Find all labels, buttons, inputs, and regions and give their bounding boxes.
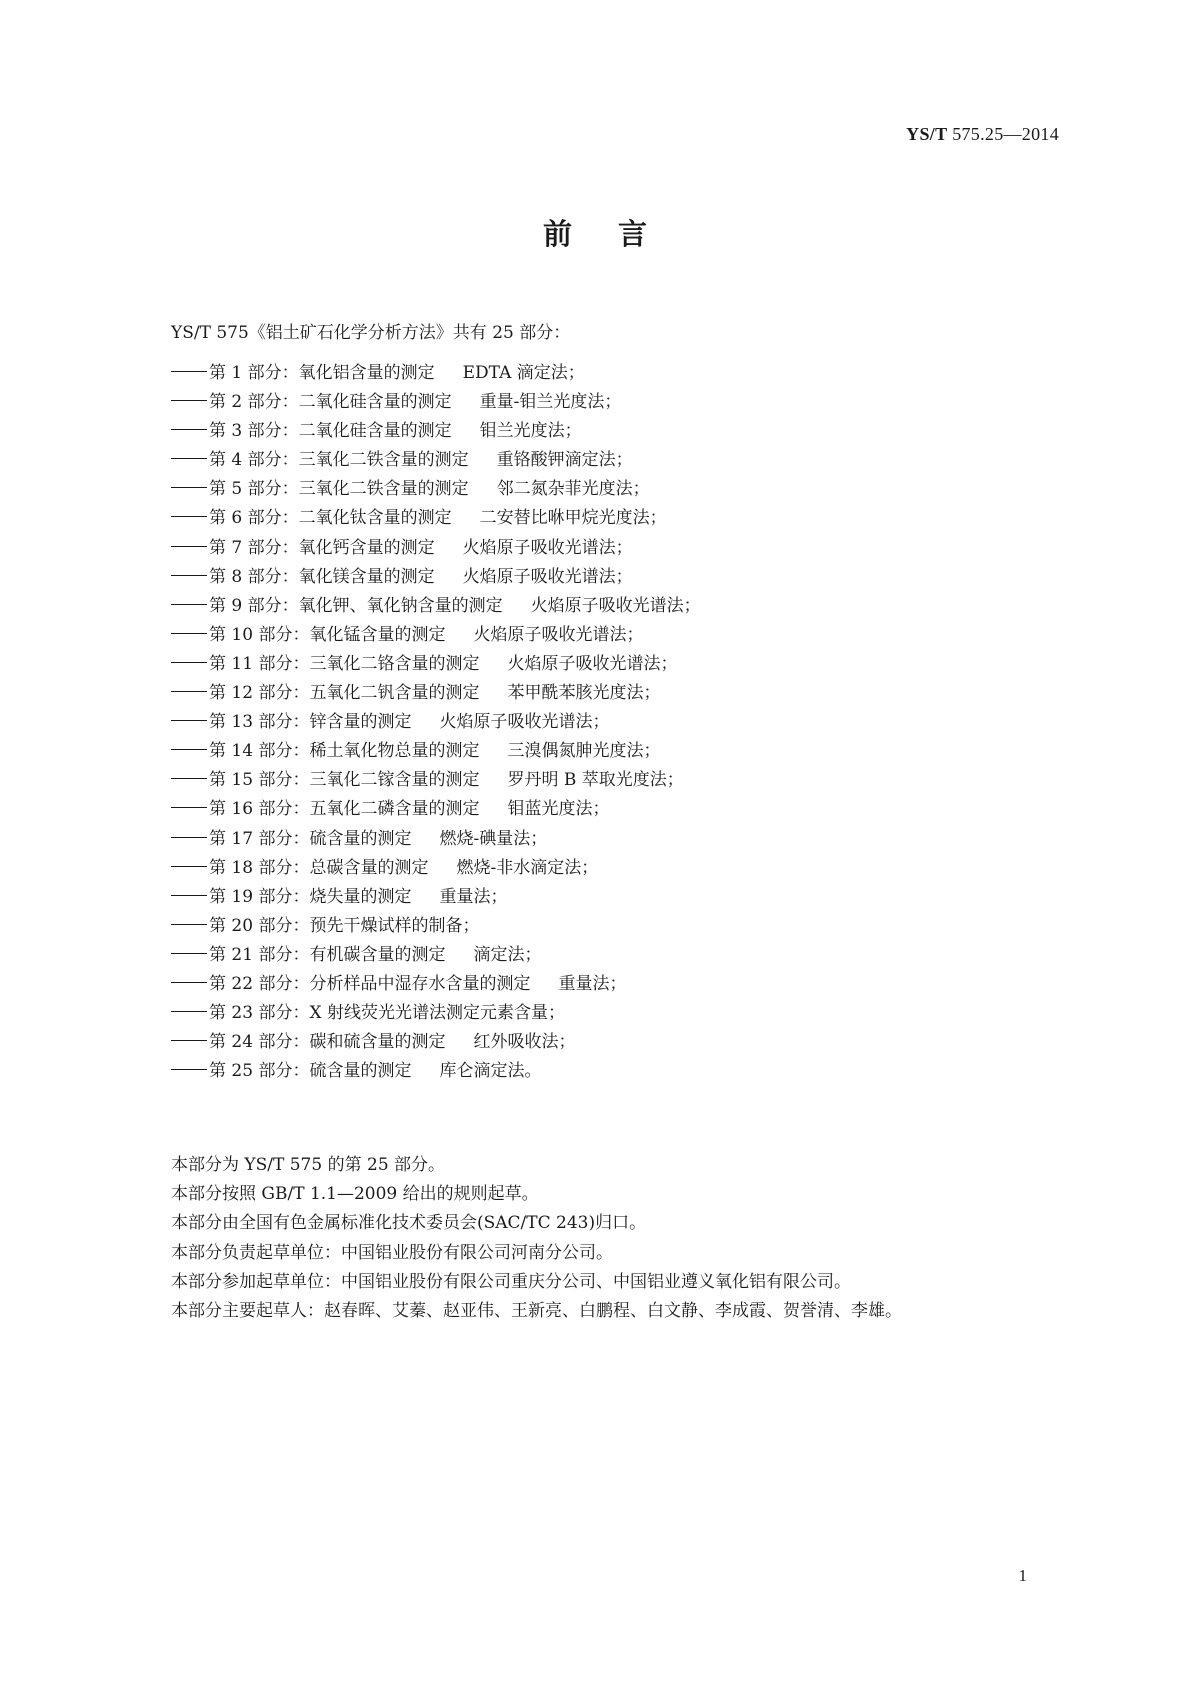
part-item — [171, 766, 701, 795]
em-dash-icon — [171, 662, 207, 663]
part-method: 火焰原子吸收光谱法； — [507, 653, 678, 674]
part-method: 苯甲酰苯胲光度法； — [507, 683, 661, 704]
part-item — [171, 708, 701, 737]
part-label: 第 9 部分：氧化钾、氧化钠含量的测定 — [209, 595, 503, 616]
em-dash-icon — [171, 953, 207, 954]
part-label: 第 11 部分：三氧化二铬含量的测定 — [209, 653, 480, 674]
part-method: 滴定法； — [473, 944, 542, 965]
part-label: 第 21 部分：有机碳含量的测定 — [209, 944, 446, 965]
part-method: 燃烧-非水滴定法； — [456, 857, 599, 878]
part-item — [171, 621, 701, 650]
part-label: 第 14 部分：稀土氧化物总量的测定 — [209, 741, 480, 762]
part-label: 第 18 部分：总碳含量的测定 — [209, 857, 429, 878]
part-item — [171, 475, 701, 504]
part-label: 第 4 部分：三氧化二铁含量的测定 — [209, 450, 469, 471]
part-method: 红外吸收法； — [473, 1032, 576, 1053]
part-label: 第 1 部分：氧化铝含量的测定 — [209, 363, 435, 383]
paragraphs — [171, 1151, 902, 1326]
part-item — [171, 504, 701, 533]
part-item — [171, 795, 701, 824]
part-label: 第 20 部分：预先干燥试样的制备； — [209, 915, 480, 936]
standard-code — [906, 124, 1059, 145]
part-method: 重量法； — [439, 886, 508, 907]
part-label: 第 8 部分：氧化镁含量的测定 — [209, 566, 435, 587]
part-method: 重量法； — [558, 973, 627, 994]
part-label: 第 22 部分：分析样品中湿存水含量的测定 — [209, 973, 531, 994]
part-method: 罗丹明 B 萃取光度法； — [507, 770, 684, 791]
page-title: 前 言 — [542, 217, 649, 251]
em-dash-icon — [171, 400, 207, 401]
part-label: 第 19 部分：烧失量的测定 — [209, 886, 412, 907]
em-dash-icon — [171, 749, 207, 750]
part-item — [171, 650, 701, 679]
part-label: 第 12 部分：五氧化二钒含量的测定 — [209, 683, 480, 704]
part-item — [171, 854, 701, 883]
paragraph: 本部分按照 GB/T 1.1—2009 给出的规则起草。 — [171, 1184, 539, 1205]
em-dash-icon — [171, 487, 207, 488]
paragraph: 本部分为 YS/T 575 的第 25 部分。 — [171, 1155, 446, 1175]
part-method: 钼兰光度法； — [479, 421, 582, 442]
em-dash-icon — [171, 604, 207, 605]
part-method: 重铬酸钾滴定法； — [496, 450, 633, 471]
part-method: 重量-钼兰光度法； — [479, 392, 622, 413]
em-dash-icon — [171, 837, 207, 838]
part-item — [171, 825, 701, 854]
part-label: 第 3 部分：二氧化硅含量的测定 — [209, 421, 452, 442]
part-label: 第 16 部分：五氧化二磷含量的测定 — [209, 799, 480, 820]
part-label: 第 24 部分：碳和硫含量的测定 — [209, 1032, 446, 1053]
part-label: 第 15 部分：三氧化二镓含量的测定 — [209, 770, 480, 791]
part-item — [171, 563, 701, 592]
em-dash-icon — [171, 1040, 207, 1041]
paragraph: 本部分负责起草单位：中国铝业股份有限公司河南分公司。 — [171, 1242, 613, 1263]
part-label: 第 6 部分：二氧化钛含量的测定 — [209, 508, 452, 529]
paragraph: 本部分参加起草单位：中国铝业股份有限公司重庆分公司、中国铝业遵义氧化铝有限公司。 — [171, 1271, 851, 1292]
em-dash-icon — [171, 1011, 207, 1012]
em-dash-icon — [171, 982, 207, 983]
em-dash-icon — [171, 516, 207, 517]
part-item — [171, 737, 701, 766]
part-item — [171, 1028, 701, 1057]
paragraph: 本部分主要起草人：赵春晖、艾蓁、赵亚伟、王新亮、白鹏程、白文静、李成霞、贺誉清、李雄。 — [171, 1300, 902, 1321]
part-method: 钼蓝光度法； — [507, 799, 610, 820]
part-item — [171, 941, 701, 970]
part-method: 火焰原子吸收光谱法； — [473, 624, 644, 645]
part-item — [171, 592, 701, 621]
part-item — [171, 388, 701, 417]
em-dash-icon — [171, 371, 207, 372]
em-dash-icon — [171, 691, 207, 692]
parts-list — [171, 359, 701, 1086]
part-item — [171, 1057, 701, 1086]
em-dash-icon — [171, 1069, 207, 1070]
em-dash-icon — [171, 458, 207, 459]
part-label: 第 2 部分：二氧化硅含量的测定 — [209, 392, 452, 413]
em-dash-icon — [171, 924, 207, 925]
standard-prefix: YS/T — [906, 124, 948, 144]
em-dash-icon — [171, 429, 207, 430]
part-item — [171, 359, 701, 388]
part-item — [171, 417, 701, 446]
standard-number: 575.25—2014 — [947, 124, 1059, 144]
em-dash-icon — [171, 895, 207, 896]
part-method: 三溴偶氮胂光度法； — [507, 741, 661, 762]
part-method: 二安替比咻甲烷光度法； — [479, 508, 667, 529]
part-item — [171, 534, 701, 563]
intro-line: YS/T 575《铝土矿石化学分析方法》共有 25 部分： — [171, 323, 571, 343]
em-dash-icon — [171, 866, 207, 867]
part-method: 火焰原子吸收光谱法； — [462, 566, 633, 587]
em-dash-icon — [171, 546, 207, 547]
part-method: 库仑滴定法。 — [439, 1061, 542, 1082]
page-number: 1 — [1018, 1566, 1027, 1585]
part-label: 第 23 部分：X 射线荧光光谱法测定元素含量； — [209, 1003, 565, 1024]
em-dash-icon — [171, 575, 207, 576]
part-label: 第 10 部分：氧化锰含量的测定 — [209, 624, 446, 645]
part-item — [171, 446, 701, 475]
part-label: 第 25 部分：硫含量的测定 — [209, 1061, 412, 1082]
part-label: 第 7 部分：氧化钙含量的测定 — [209, 537, 435, 558]
part-method: 邻二氮杂菲光度法； — [496, 479, 650, 500]
part-item — [171, 679, 701, 708]
part-method: 燃烧-碘量法； — [439, 828, 548, 849]
part-method: 火焰原子吸收光谱法； — [530, 595, 701, 616]
part-item — [171, 970, 701, 999]
em-dash-icon — [171, 778, 207, 779]
em-dash-icon — [171, 633, 207, 634]
part-label: 第 5 部分：三氧化二铁含量的测定 — [209, 479, 469, 500]
em-dash-icon — [171, 807, 207, 808]
part-label: 第 13 部分：锌含量的测定 — [209, 712, 412, 733]
em-dash-icon — [171, 720, 207, 721]
part-item — [171, 883, 701, 912]
part-method: EDTA 滴定法； — [462, 363, 585, 383]
part-method: 火焰原子吸收光谱法； — [462, 537, 633, 558]
part-label: 第 17 部分：硫含量的测定 — [209, 828, 412, 849]
paragraph: 本部分由全国有色金属标准化技术委员会(SAC/TC 243)归口。 — [171, 1213, 647, 1234]
part-method: 火焰原子吸收光谱法； — [439, 712, 610, 733]
part-item — [171, 999, 701, 1028]
part-item — [171, 912, 701, 941]
